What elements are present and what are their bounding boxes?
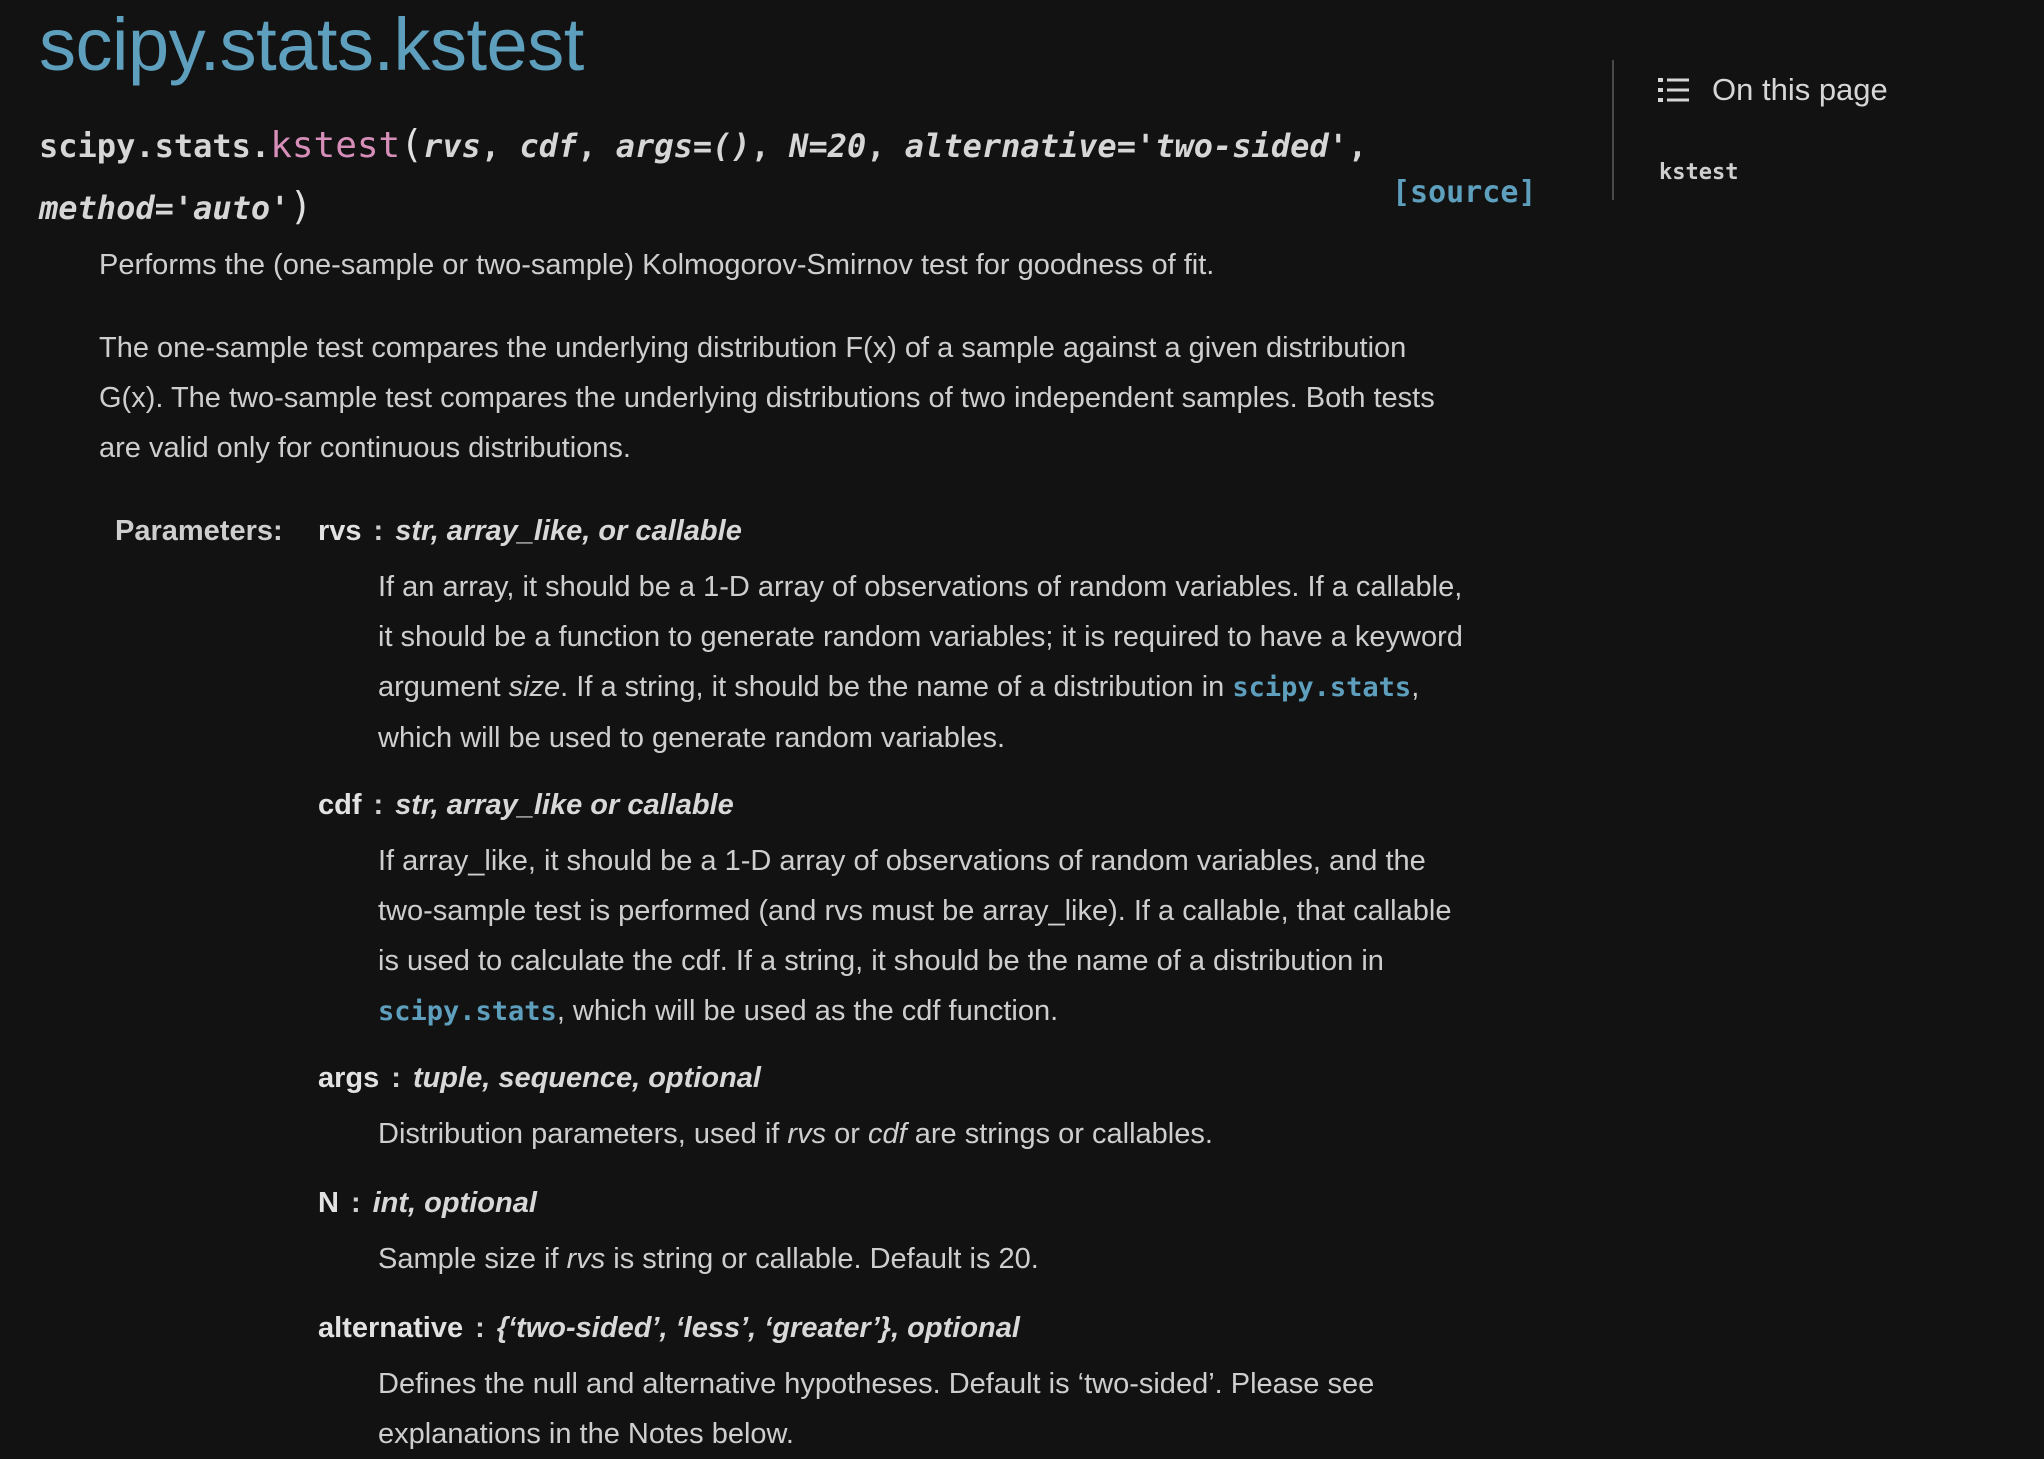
text-span: are strings or callables. bbox=[906, 1118, 1213, 1150]
param-name: cdf bbox=[318, 789, 362, 821]
param-colon: : bbox=[475, 1312, 485, 1344]
signature-line-2 bbox=[39, 176, 1539, 238]
param-colon: : bbox=[373, 515, 384, 547]
param-desc-line bbox=[378, 1109, 1558, 1159]
signature-open-paren: ( bbox=[400, 122, 424, 166]
param-args-title bbox=[318, 1053, 761, 1103]
param-desc-line: is used to calculate the cdf. If a string, it should be the name of a distribution in bbox=[378, 945, 1384, 977]
param-cdf-description bbox=[378, 836, 1558, 1037]
param-name: rvs bbox=[318, 515, 362, 547]
description-line: are valid only for continuous distributions. bbox=[99, 432, 631, 464]
signature-trailing-comma: , bbox=[1347, 127, 1368, 165]
param-type: tuple, sequence, optional bbox=[412, 1062, 761, 1094]
param-n-title bbox=[318, 1178, 537, 1228]
toc-title: On this page bbox=[1712, 72, 1888, 107]
description-paragraph bbox=[99, 323, 1559, 473]
param-name: alternative bbox=[318, 1312, 464, 1344]
text-span: argument bbox=[378, 671, 509, 703]
list-icon bbox=[1658, 76, 1690, 104]
signature-close-paren: ) bbox=[289, 184, 313, 228]
param-type: {‘two-sided’, ‘less’, ‘greater’}, optional bbox=[496, 1312, 1020, 1344]
signature-param-rvs: rvs bbox=[423, 127, 481, 165]
signature-separator: , bbox=[577, 127, 616, 165]
param-args-description bbox=[378, 1109, 1558, 1159]
toc-divider bbox=[1612, 60, 1614, 200]
param-rvs-description bbox=[378, 562, 1558, 763]
text-span: Distribution parameters, used if bbox=[378, 1118, 788, 1150]
param-name: N bbox=[318, 1187, 339, 1219]
text-span: . If a string, it should be the name of a distribution in bbox=[560, 671, 1233, 703]
signature-param-method: method='auto' bbox=[39, 189, 290, 227]
page-title: scipy.stats.kstest bbox=[39, 3, 584, 86]
param-colon: : bbox=[373, 789, 384, 821]
text-span: , bbox=[1411, 671, 1420, 703]
param-desc-line bbox=[378, 986, 1558, 1037]
source-link[interactable]: [source] bbox=[1392, 175, 1537, 210]
signature-line-1 bbox=[39, 114, 1539, 176]
scipy-stats-link[interactable]: scipy.stats bbox=[378, 996, 557, 1027]
emphasis: cdf bbox=[867, 1118, 907, 1150]
description-line: G(x). The two-sample test compares the underlying distributions of two independent samples. Both tests bbox=[99, 382, 1435, 414]
param-type: str, array_like or callable bbox=[395, 789, 734, 821]
signature-param-args: args=() bbox=[615, 127, 751, 165]
param-colon: : bbox=[391, 1062, 401, 1094]
summary-text: Performs the (one-sample or two-sample) Kolmogorov-Smirnov test for goodness of fit. bbox=[99, 249, 1215, 281]
toc-item-kstest[interactable]: kstest bbox=[1659, 160, 1739, 185]
text-span: Sample size if bbox=[378, 1243, 567, 1275]
param-rvs-title bbox=[318, 506, 742, 556]
param-desc-line: If an array, it should be a 1-D array of observations of random variables. If a callable, bbox=[378, 571, 1463, 603]
signature-function-name: kstest bbox=[270, 125, 401, 166]
param-desc-line: it should be a function to generate random variables; it is required to have a keyword bbox=[378, 621, 1463, 653]
param-cdf-title bbox=[318, 780, 734, 830]
text-span: , which will be used as the cdf function. bbox=[556, 995, 1059, 1027]
param-colon: : bbox=[350, 1187, 361, 1219]
param-desc-line: Defines the null and alternative hypotheses. Default is ‘two-sided’. Please see bbox=[378, 1368, 1375, 1400]
param-desc-line bbox=[378, 1234, 1558, 1284]
text-span: or bbox=[826, 1118, 868, 1150]
param-desc-line: explanations in the Notes below. bbox=[378, 1418, 794, 1450]
param-n-description bbox=[378, 1234, 1558, 1284]
toc-header bbox=[1658, 72, 1888, 108]
param-desc-line bbox=[378, 662, 1558, 713]
param-desc-line: If array_like, it should be a 1-D array of observations of random variables, and the bbox=[378, 845, 1426, 877]
text-span: is string or callable. Default is 20. bbox=[605, 1243, 1039, 1275]
signature-separator: , bbox=[480, 127, 520, 165]
description-line: The one-sample test compares the underlying distribution F(x) of a sample against a given distribution bbox=[99, 332, 1407, 364]
signature-param-n: N=20 bbox=[789, 127, 867, 165]
signature-param-cdf: cdf bbox=[519, 127, 578, 165]
signature-separator: , bbox=[750, 127, 790, 165]
parameters-label: Parameters: bbox=[115, 515, 283, 547]
param-alternative-title bbox=[318, 1303, 1020, 1353]
signature-param-alternative: alternative='two-sided' bbox=[904, 127, 1348, 165]
emphasis: rvs bbox=[566, 1243, 606, 1275]
param-name: args bbox=[318, 1062, 380, 1094]
signature-prefix: scipy.stats. bbox=[39, 127, 271, 165]
param-type: str, array_like, or callable bbox=[395, 515, 742, 547]
param-desc-line: two-sample test is performed (and rvs must be array_like). If a callable, that callable bbox=[378, 895, 1452, 927]
param-type: int, optional bbox=[372, 1187, 537, 1219]
param-alternative-description bbox=[378, 1359, 1558, 1459]
param-desc-line: which will be used to generate random variables. bbox=[378, 722, 1006, 754]
signature-separator: , bbox=[866, 127, 905, 165]
function-signature bbox=[39, 114, 1539, 238]
emphasis: size bbox=[508, 671, 561, 703]
scipy-stats-link[interactable]: scipy.stats bbox=[1232, 672, 1412, 703]
emphasis: rvs bbox=[787, 1118, 827, 1150]
